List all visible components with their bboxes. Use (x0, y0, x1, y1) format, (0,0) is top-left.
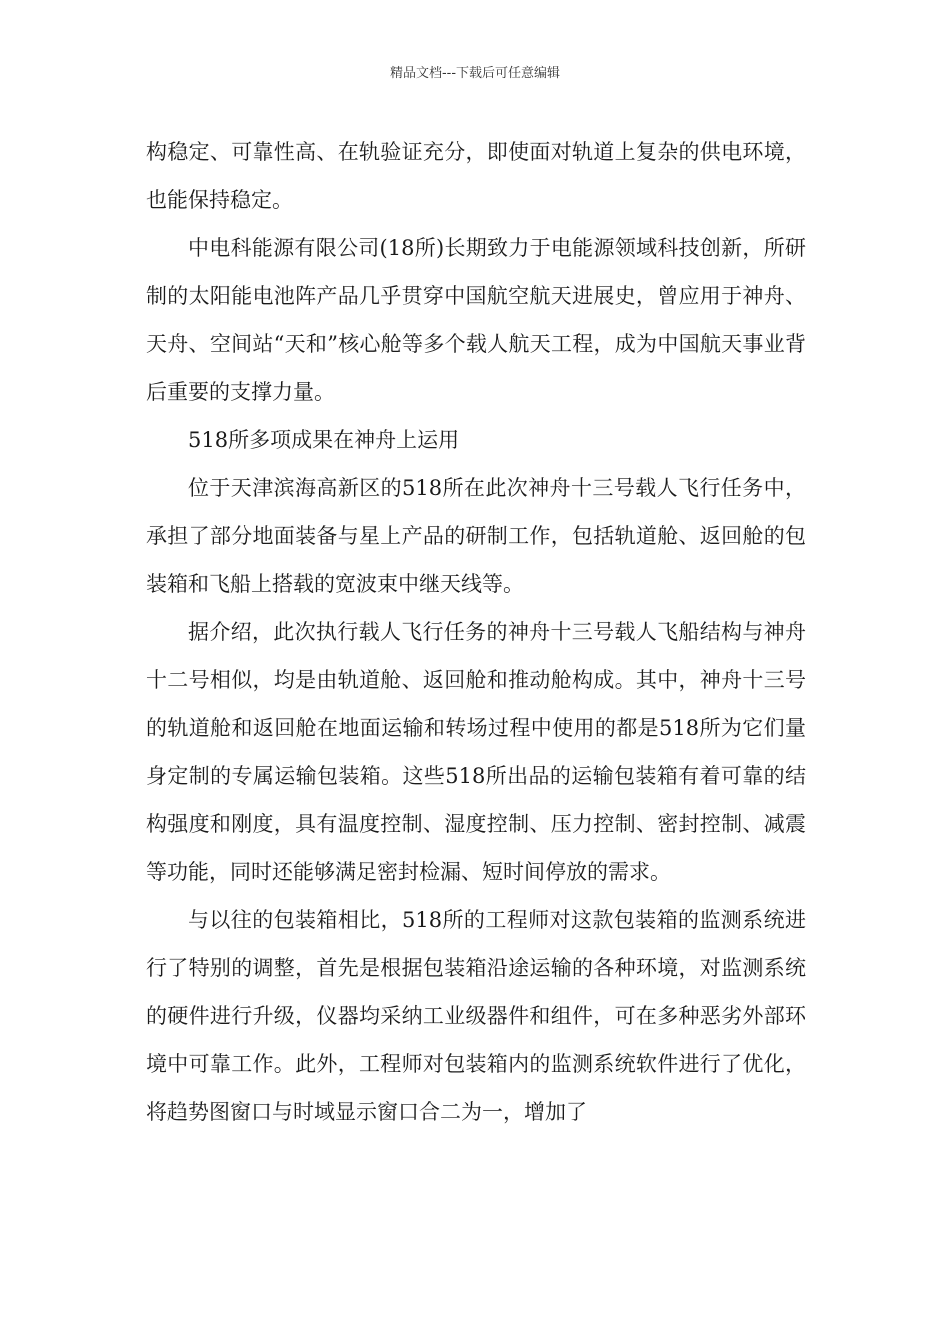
paragraph-518-institute: 位于天津滨海高新区的518所在此次神舟十三号载人飞行任务中，承担了部分地面装备与星上产品的研制工作，包括轨道舱、返回舱的包装箱和飞船上搭载的宽波束中继天线等。 (146, 476, 806, 596)
paragraph-monitoring-system: 与以往的包装箱相比，518所的工程师对这款包装箱的监测系统进行了特别的调整，首先是根据包装箱沿途运输的各种环境，对监测系统的硬件进行升级，仪器均采纳工业级器件和组件，可在多种恶劣外部环境中可靠工作。此外，工程师对包装箱内的监测系统软件进行了优化，将趋势图窗口与时域显示窗口合二为一，增加了 (146, 908, 806, 1124)
paragraph-shenzhou-structure: 据介绍，此次执行载人飞行任务的神舟十三号载人飞船结构与神舟十二号相似，均是由轨道舱、返回舱和推动舱构成。其中，神舟十三号的轨道舱和返回舱在地面运输和转场过程中使用的都是518所为它们量身定制的专属运输包装箱。这些518所出品的运输包装箱有着可靠的结构强度和刚度，具有温度控制、湿度控制、压力控制、密封控制、减震等功能，同时还能够满足密封检漏、短时间停放的需求。 (146, 620, 806, 884)
paragraph-18-institute: 中电科能源有限公司(18所)长期致力于电能源领域科技创新，所研制的太阳能电池阵产品几乎贯穿中国航空航天进展史，曾应用于神舟、天舟、空间站“天和”核心舱等多个载人航天工程，成为中国航天事业背后重要的支撑力量。 (146, 236, 806, 404)
paragraph-continuation: 构稳定、可靠性高、在轨验证充分，即使面对轨道上复杂的供电环境，也能保持稳定。 (146, 140, 806, 212)
document-body (146, 128, 806, 1136)
section-heading: 518所多项成果在神舟上运用 (188, 428, 460, 452)
page-header: 精品文档---下载后可任意编辑 (389, 66, 561, 81)
